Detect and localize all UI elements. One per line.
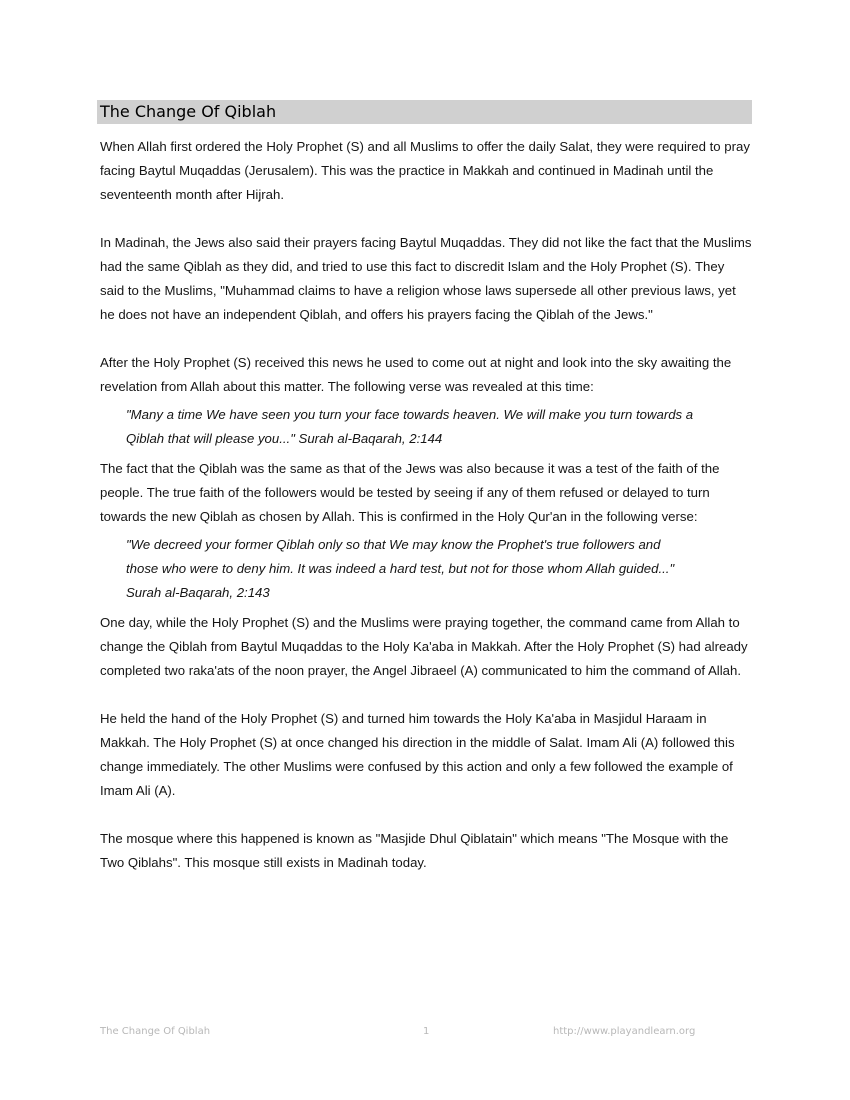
quote-line: Qiblah that will please you..." Surah al-Baqarah, 2:144: [126, 431, 443, 446]
paragraph-turned-towards-kaaba: He held the hand of the Holy Prophet (S) and turned him towards the Holy Ka'aba in Masjidul Haraam in Makkah. The Holy Prophet (S) at once changed his direction in the middle of Salat. Imam Ali (A) followed this change immediately. The other Muslims were confused by this action and only a few followed the example of Imam Ali (A).: [100, 711, 735, 798]
paragraph-jews-objection: In Madinah, the Jews also said their prayers facing Baytul Muqaddas. They did not like the fact that the Muslims had the same Qiblah as they did, and tried to use this fact to discredit Islam and the Holy Prophet (S). They said to the Muslims, "Muhammad claims to have a religion whose laws supersede all other previous laws, yet he does not have an independent Qiblah, and offers his prayers facing the Qiblah of the Jews.": [100, 235, 752, 322]
quote-line: "We decreed your former Qiblah only so that We may know the Prophet's true followers and: [126, 537, 661, 552]
footer-title: The Change Of Qiblah: [100, 1026, 211, 1037]
page-title: The Change Of Qiblah: [100, 102, 277, 121]
paragraph-awaiting-revelation: After the Holy Prophet (S) received this news he used to come out at night and look into the sky awaiting the revelation from Allah about this matter. The following verse was revealed at this time:: [100, 355, 732, 394]
quote-line: those who were to deny him. It was indeed a hard test, but not for those whom Allah guided...": [126, 561, 675, 576]
footer-url: http://www.playandlearn.org: [553, 1026, 696, 1037]
paragraph-test-of-faith: The fact that the Qiblah was the same as that of the Jews was also because it was a test of the faith of the people. The true faith of the followers would be tested by seeing if any of them refused or delayed to turn towards the new Qiblah as chosen by Allah. This is confirmed in the Holy Qur'an in the following verse:: [100, 461, 720, 524]
paragraph-intro: When Allah first ordered the Holy Prophet (S) and all Muslims to offer the daily Salat, they were required to pray facing Baytul Muqaddas (Jerusalem). This was the practice in Makkah and continued in Madinah until the seventeenth month after Hijrah.: [100, 139, 750, 202]
paragraph-masjid-qiblatain: The mosque where this happened is known as "Masjide Dhul Qiblatain" which means "The Mosque with the Two Qiblahs". This mosque still exists in Madinah today.: [100, 831, 729, 870]
document-body: [100, 135, 752, 875]
footer-page-number: 1: [423, 1026, 430, 1037]
quote-citation: Surah al-Baqarah, 2:143: [126, 585, 270, 600]
title-bar: [97, 100, 752, 124]
quote-line: "Many a time We have seen you turn your face towards heaven. We will make you turn towards a: [126, 407, 694, 422]
quote-verse-2-143: [100, 533, 752, 605]
quote-verse-2-144: [100, 403, 752, 451]
paragraph-command-came: One day, while the Holy Prophet (S) and the Muslims were praying together, the command came from Allah to change the Qiblah from Baytul Muqaddas to the Holy Ka'aba in Makkah. After the Holy Prophet (S) had already completed two raka'ats of the noon prayer, the Angel Jibraeel (A) communicated to him the command of Allah.: [100, 615, 748, 678]
